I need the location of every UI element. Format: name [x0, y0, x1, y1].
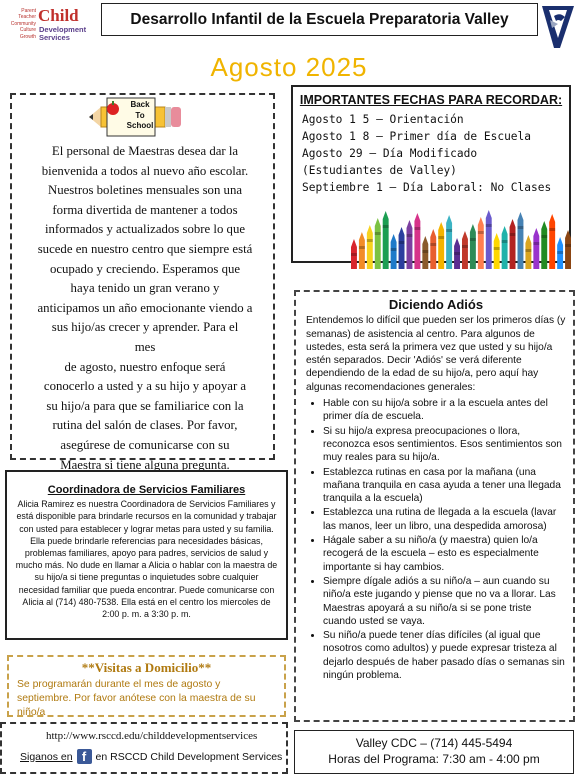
- list-item: • Establezca una rutina de llegada a la escuela (lavar las manos, leer un libro, una despedida amorosa): [323, 506, 566, 533]
- program-hours: Horas del Programa: 7:30 am - 4:00 pm: [328, 752, 540, 766]
- saying-goodbye-intro: Entendemos lo difícil que pueden ser los primeros días (y semanas) de asistencia al centro. Para algunos de ustedes, esta será la primera vez que usted y su hijo/a estén separados. Decir 'Adiós' se verá diferente dependiendo de la edad de su hijo/a, pero aquí hay algunas recomendaciones generales:: [306, 315, 566, 393]
- contact-phone: Valley CDC – (714) 445-5494: [355, 736, 513, 750]
- newsletter-header: [101, 3, 538, 36]
- facebook-icon: f: [77, 749, 92, 764]
- home-visits-box: [7, 655, 286, 717]
- goodbye-tips-list: [306, 397, 566, 682]
- crayons-illustration: [350, 193, 572, 269]
- valley-mascot-logo: [540, 2, 576, 52]
- facebook-follow[interactable]: [20, 749, 282, 764]
- home-visits-title: **Visitas a Domicilio**: [81, 660, 212, 675]
- date-item: (Estudiantes de Valley): [302, 164, 457, 177]
- logo-side-words: Parent Teacher Community Culture Growth: [10, 8, 36, 40]
- list-item: • Siempre dígale adiós a su niño/a – aun cuando su niño/a este jugando y piense que no va a llorar. Las Maestras apoyará a su niño/a si se pone triste cuando usted se vaya.: [323, 575, 566, 628]
- header-title: Desarrollo Infantil de la Escuela Preparatoria Valley: [130, 10, 509, 28]
- date-item: Agosto 1 5 – Orientación: [302, 113, 464, 126]
- pencil-sign-text: Back To School: [126, 100, 154, 130]
- website-link[interactable]: http://www.rsccd.edu/childdevelopmentservices: [46, 730, 258, 742]
- date-item: Agosto 29 – Día Modificado: [302, 147, 478, 160]
- month-title: Agosto 2025: [210, 52, 368, 82]
- date-item: Agosto 1 8 – Primer día de Escuela: [302, 130, 532, 143]
- links-box: [0, 722, 288, 774]
- saying-goodbye-title: Diciendo Adiós: [388, 297, 484, 312]
- list-item: • Si su hijo/a expresa preocupaciones o llora, reconozca esos sentimientos. Esos sentimientos son muy reales para su hijo/a.: [323, 425, 566, 465]
- family-services-coordinator-box: [5, 470, 288, 640]
- child-development-logo: [6, 6, 96, 48]
- list-item: • Su niño/a puede tener días difíciles (al igual que nosotros como adultos) y puede expresar tristeza al dejarlo después de haber pasado días o semanas sin ningún problema.: [323, 629, 566, 682]
- logo-subtitle: Development Services: [39, 25, 87, 42]
- coordinator-body: Alicia Ramirez es nuestra Coordinadora de Servicios Familiares y está disponible para brindarle recursos en la comunidad y trabajar con usted para establecer y lograr metas para usted y su familia. Ella puede brindarle referencias para necesidades básicas, problemas familiares, apoyo para padres, servicios de salud y mucho más. No dude en llamar a Alicia o hablar con la maestra de su hijo/a si tiene preguntas o inquietudes sobre cualquier necesidad familiar que pueda encontrar. Puede comunicarse con Alicia al (714) 480-7538. Ella está en el centro los miercoles de 2:00 p. m. a 3:30 p. m.: [15, 499, 278, 620]
- date-item: Septiembre 1 – Día Laboral: No Clases: [302, 181, 552, 194]
- important-dates-list: [293, 111, 569, 196]
- coordinator-title: Coordinadora de Servicios Familiares: [47, 484, 246, 496]
- saying-goodbye-box: [294, 290, 575, 722]
- important-dates-title: IMPORTANTES FECHAS PARA RECORDAR:: [299, 93, 563, 107]
- home-visits-body: Se programarán durante el mes de agosto y septiembre. Por favor anótese con la maestra de su niño/a: [17, 679, 256, 718]
- list-item: • Establezca rutinas en casa por la mañana (una mañana tranquila en casa ayuda a tener una llegada tranquila a la escuela): [323, 466, 566, 506]
- list-item: • Hágale saber a su niño/a (y maestra) quien lo/a recogerá de la escuela – esto es especialmente importante si hay cambios.: [323, 534, 566, 574]
- logo-title: Child: [38, 6, 79, 25]
- follow-prefix: Siganos en: [20, 750, 73, 763]
- follow-suffix: en RSCCD Child Development Services: [95, 750, 283, 763]
- contact-box: [294, 730, 574, 774]
- welcome-message: El personal de Maestras desea dar la bienvenida a todos al nuevo año escolar. Nuestros boletines mensuales son una forma divertida de mantener a todos informados y actualizados sobre lo que sucede en nuestro centro que siempre está ocupado y creciendo. Esperamos que haya tenido un gran verano y anticipamos un año emocionante viendo a sus hijo/as crecer y aprender. Para el mes de agosto, nuestro enfoque será conocerlo a usted y a su hijo y apoyar a su hijo/a para que se familiarice con la rutina del salón de clases. Por favor, asegúrese de comunicarse con su Maestra si tiene alguna pregunta.: [37, 144, 253, 472]
- list-item: • Hable con su hijo/a sobre ir a la escuela antes del primer día de escuela.: [323, 397, 566, 424]
